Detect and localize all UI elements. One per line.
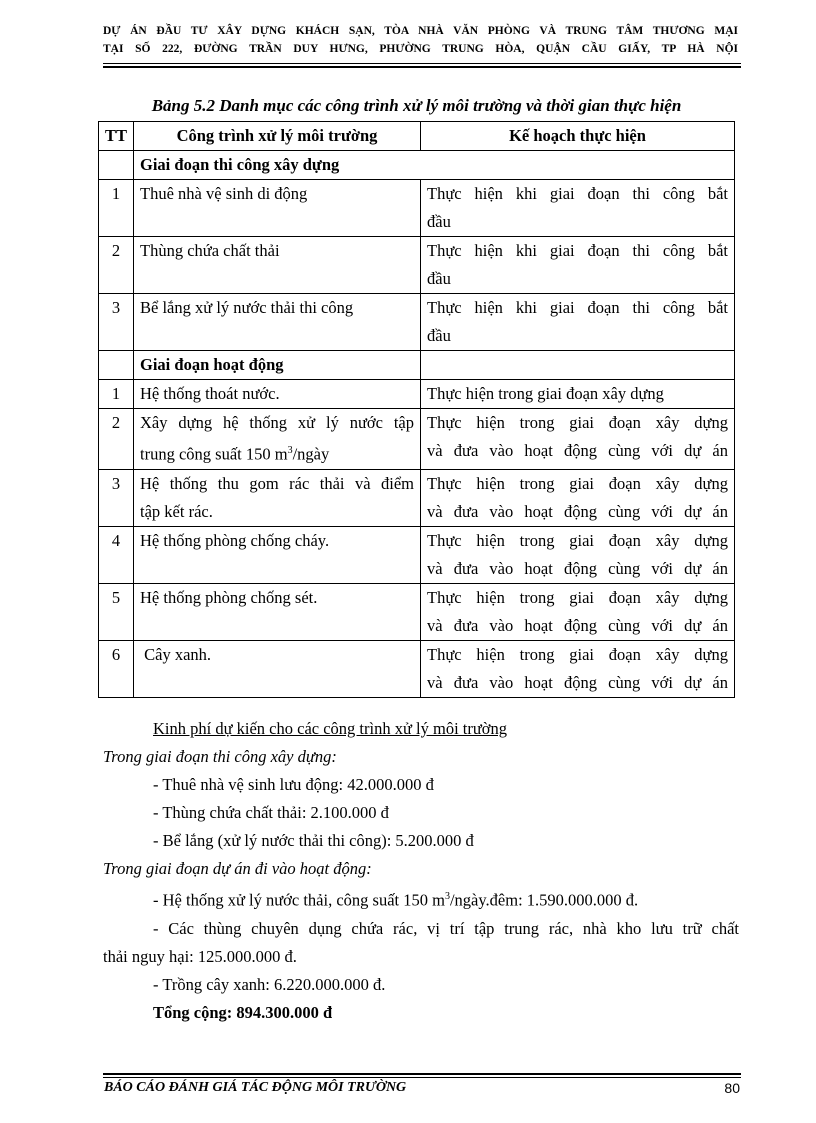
cell-tt: 1 <box>99 380 134 409</box>
cell-work: Thuê nhà vệ sinh di động <box>134 180 421 237</box>
cell-plan: Thực hiện khi giai đoạn thi công bắt đầu <box>421 237 735 294</box>
cell-work: Hệ thống thu gom rác thải và điểm tập kết rác. <box>134 469 421 526</box>
footer-title: BÁO CÁO ĐÁNH GIÁ TÁC ĐỘNG MÔI TRƯỜNG <box>104 1080 407 1095</box>
page-number: 80 <box>724 1080 740 1096</box>
cell-plan: Thực hiện trong giai đoạn xây dựng và đưa vào hoạt động cùng với dự án <box>421 583 735 640</box>
cell-work: Cây xanh. <box>134 640 421 697</box>
table-row <box>99 409 735 470</box>
budget-item: - Bể lắng (xử lý nước thải thi công): 5.200.000 đ <box>153 831 474 850</box>
phase-label-construction: Giai đoạn thi công xây dựng <box>134 151 735 180</box>
budget-item-cont: thải nguy hại: 125.000.000 đ. <box>103 946 297 966</box>
phase-label-operation: Giai đoạn hoạt động <box>134 351 421 380</box>
cell-work: Bể lắng xử lý nước thải thi công <box>134 294 421 351</box>
table-header-row <box>99 122 735 151</box>
cell-plan: Thực hiện trong giai đoạn xây dựng và đưa vào hoạt động cùng với dự án <box>421 469 735 526</box>
budget-item: - Thuê nhà vệ sinh lưu động: 42.000.000 đ <box>153 775 434 794</box>
cell-tt: 1 <box>99 180 134 237</box>
col-header-plan: Kế hoạch thực hiện <box>421 122 735 151</box>
cell-work: Hệ thống thoát nước. <box>134 380 421 409</box>
phase-row-operation <box>99 351 735 380</box>
budget-item: - Hệ thống xử lý nước thải, công suất 150 $m^3/ngày.đêm$: 1.590.000.000 đ. <box>153 890 639 910</box>
header-line-1: DỰ ÁN ĐẦU TƯ XÂY DỰNG KHÁCH SẠN, TÒA NHÀ VĂN PHÒNG VÀ TRUNG TÂM THƯƠNG MẠI <box>103 25 738 37</box>
footer-rule <box>103 1077 741 1078</box>
table-row <box>99 583 735 640</box>
phase-row-construction <box>99 151 735 180</box>
header-rule-thick <box>103 66 741 68</box>
cell-plan: Thực hiện khi giai đoạn thi công bắt đầu <box>421 180 735 237</box>
table-caption: Bảng 5.2 Danh mục các công trình xử lý môi trường và thời gian thực hiện <box>151 96 682 115</box>
cell-tt: 2 <box>99 409 134 470</box>
cell-work: Thùng chứa chất thải <box>134 237 421 294</box>
table-row <box>99 237 735 294</box>
running-header <box>103 22 738 58</box>
header-rule <box>103 63 741 64</box>
cell-tt: 6 <box>99 640 134 697</box>
table-row <box>99 180 735 237</box>
cell-work: Hệ thống phòng chống sét. <box>134 583 421 640</box>
table-row <box>99 294 735 351</box>
budget-item: - Thùng chứa chất thải: 2.100.000 đ <box>153 803 389 822</box>
budget-phase2-label: Trong giai đoạn dự án đi vào hoạt động: <box>103 859 372 878</box>
col-header-work: Công trình xử lý môi trường <box>134 122 421 151</box>
cell-plan: Thực hiện trong giai đoạn xây dựng và đưa vào hoạt động cùng với dự án <box>421 409 735 470</box>
environment-works-table <box>98 121 735 698</box>
cell-work: Xây dựng hệ thống xử lý nước tập trung công suất 150 $m^3$/ngày <box>134 409 421 470</box>
cell-tt: 4 <box>99 526 134 583</box>
cell-tt: 2 <box>99 237 134 294</box>
table-row <box>99 469 735 526</box>
cell-plan: Thực hiện trong giai đoạn xây dựng <box>421 380 735 409</box>
cell-plan: Thực hiện trong giai đoạn xây dựng và đưa vào hoạt động cùng với dự án <box>421 640 735 697</box>
header-line-2: TẠI SỐ 222, ĐƯỜNG TRẦN DUY HƯNG, PHƯỜNG TRUNG HÒA, QUẬN CẦU GIẤY, TP HÀ NỘI <box>103 43 738 55</box>
table-row <box>99 640 735 697</box>
cell-plan: Thực hiện trong giai đoạn xây dựng và đưa vào hoạt động cùng với dự án <box>421 526 735 583</box>
cell-tt: 3 <box>99 294 134 351</box>
cell-tt: 5 <box>99 583 134 640</box>
budget-title: Kinh phí dự kiến cho các công trình xử lý môi trường <box>153 719 508 738</box>
budget-item: - Các thùng chuyên dụng chứa rác, vị trí tập trung rác, nhà kho lưu trữ chất <box>153 918 739 938</box>
footer-rule-thick <box>103 1073 741 1075</box>
cell-tt: 3 <box>99 469 134 526</box>
cell-plan: Thực hiện khi giai đoạn thi công bắt đầu <box>421 294 735 351</box>
table-row <box>99 380 735 409</box>
col-header-tt: TT <box>99 122 134 151</box>
table-row <box>99 526 735 583</box>
budget-phase1-label: Trong giai đoạn thi công xây dựng: <box>103 747 337 766</box>
budget-item: - Trồng cây xanh: 6.220.000.000 đ. <box>153 974 386 994</box>
budget-section <box>103 715 739 1027</box>
budget-total: Tổng cộng: 894.300.000 đ <box>153 1002 333 1022</box>
cell-work: Hệ thống phòng chống cháy. <box>134 526 421 583</box>
